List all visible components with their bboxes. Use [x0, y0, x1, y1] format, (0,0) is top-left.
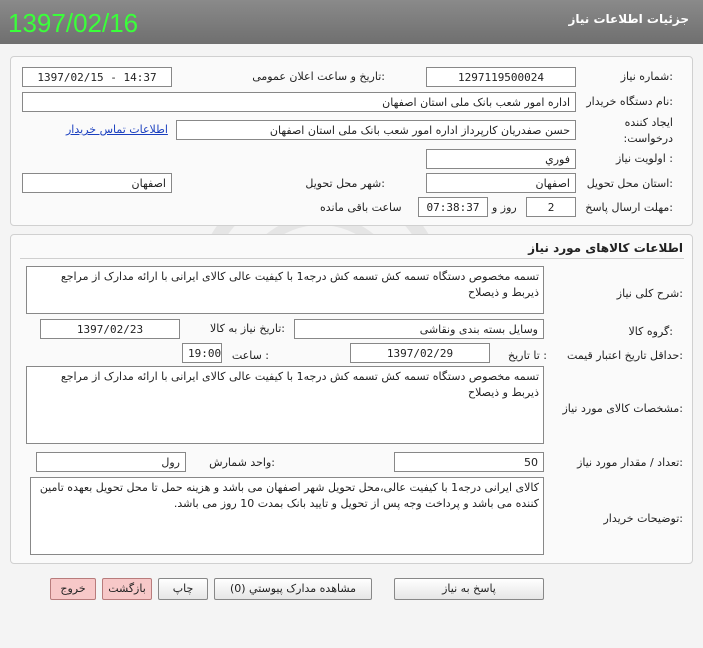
- exit-button[interactable]: خروج: [50, 578, 96, 600]
- validity-time-field: 19:00: [182, 343, 222, 363]
- goods-section-title: اطلاعات کالاهای مورد نیاز: [528, 241, 683, 255]
- province-field: اصفهان: [426, 173, 576, 193]
- remaining-label: ساعت باقی مانده: [320, 201, 402, 214]
- creator-label: ایجاد کننده درخواست:: [623, 116, 673, 145]
- back-button[interactable]: بازگشت: [102, 578, 152, 600]
- group-field: وسایل بسته بندی ونقاشی: [294, 319, 544, 339]
- spec-label: مشخصات کالای مورد نیاز:: [562, 402, 683, 415]
- page-title: جزئیات اطلاعات نیاز: [568, 12, 689, 26]
- deadline-time-field: 07:38:37: [418, 197, 488, 217]
- need-no-field: 1297119500024: [426, 67, 576, 87]
- qty-label: تعداد / مقدار مورد نیاز:: [577, 456, 683, 469]
- validity-label: حداقل تاریخ اعتبار قیمت:: [567, 349, 683, 362]
- spec-field: تسمه مخصوص دستگاه تسمه کش تسمه کش درجه1 با کیفیت عالی کالای ایرانی با ارائه مدارک از مراجع ذیربط و ذیصلاح: [26, 366, 544, 444]
- attachments-button[interactable]: مشاهده مدارک پیوستي (0): [214, 578, 372, 600]
- city-field: اصفهان: [22, 173, 172, 193]
- qty-field: 50: [394, 452, 544, 472]
- need-date-label: تاریخ نیاز به کالا:: [210, 322, 285, 335]
- unit-field: رول: [36, 452, 186, 472]
- need-date-field: 1397/02/23: [40, 319, 180, 339]
- announce-label: تاریخ و ساعت اعلان عمومی:: [252, 70, 385, 83]
- announce-field: 1397/02/15 - 14:37: [22, 67, 172, 87]
- deadline-label: مهلت ارسال پاسخ:: [585, 201, 673, 214]
- province-label: استان محل تحویل:: [586, 177, 673, 190]
- notes-label: توضیحات خریدار:: [603, 512, 683, 525]
- contact-buyer-link[interactable]: اطلاعات تماس خریدار: [66, 123, 168, 136]
- summary-label: شرح کلی نیاز:: [616, 287, 683, 300]
- buyer-label: نام دستگاه خریدار:: [586, 95, 673, 108]
- priority-field: فوري: [426, 149, 576, 169]
- date-overlay: 1397/02/16: [8, 8, 139, 38]
- section-divider: [20, 258, 684, 259]
- title-bar: [0, 0, 703, 44]
- deadline-days-field: 2: [526, 197, 576, 217]
- unit-label: واحد شمارش:: [209, 456, 275, 469]
- notes-field: کالای ایرانی درجه1 با کیفیت عالی،محل تحویل شهر اصفهان می باشد و هزینه حمل تا محل تحویل بعهده تامین کننده می باشد و پرداخت وجه پس از تحویل و تایید بانک بمدت 10 روز می باشد.: [30, 477, 544, 555]
- validity-date-field: 1397/02/29: [350, 343, 490, 363]
- reply-button[interactable]: پاسخ به نیاز: [394, 578, 544, 600]
- city-label: شهر محل تحویل:: [305, 177, 385, 190]
- need-no-label: شماره نیاز:: [620, 70, 673, 83]
- time-label: ساعت :: [231, 349, 269, 362]
- print-button[interactable]: چاپ: [158, 578, 208, 600]
- buyer-field: اداره امور شعب بانک ملی استان اصفهان: [22, 92, 576, 112]
- until-label: تا تاریخ :: [508, 349, 547, 362]
- creator-field: حسن صفدریان کارپرداز اداره امور شعب بانک ملی استان اصفهان: [176, 120, 576, 140]
- group-label: گروه کالا:: [628, 325, 673, 338]
- day-word: روز و: [492, 201, 517, 214]
- summary-field: تسمه مخصوص دستگاه تسمه کش تسمه کش درجه1 با کیفیت عالی کالای ایرانی با ارائه مدارک از مراجع ذیربط و ذیصلاح: [26, 266, 544, 314]
- priority-label: اولویت نیاز :: [615, 152, 673, 165]
